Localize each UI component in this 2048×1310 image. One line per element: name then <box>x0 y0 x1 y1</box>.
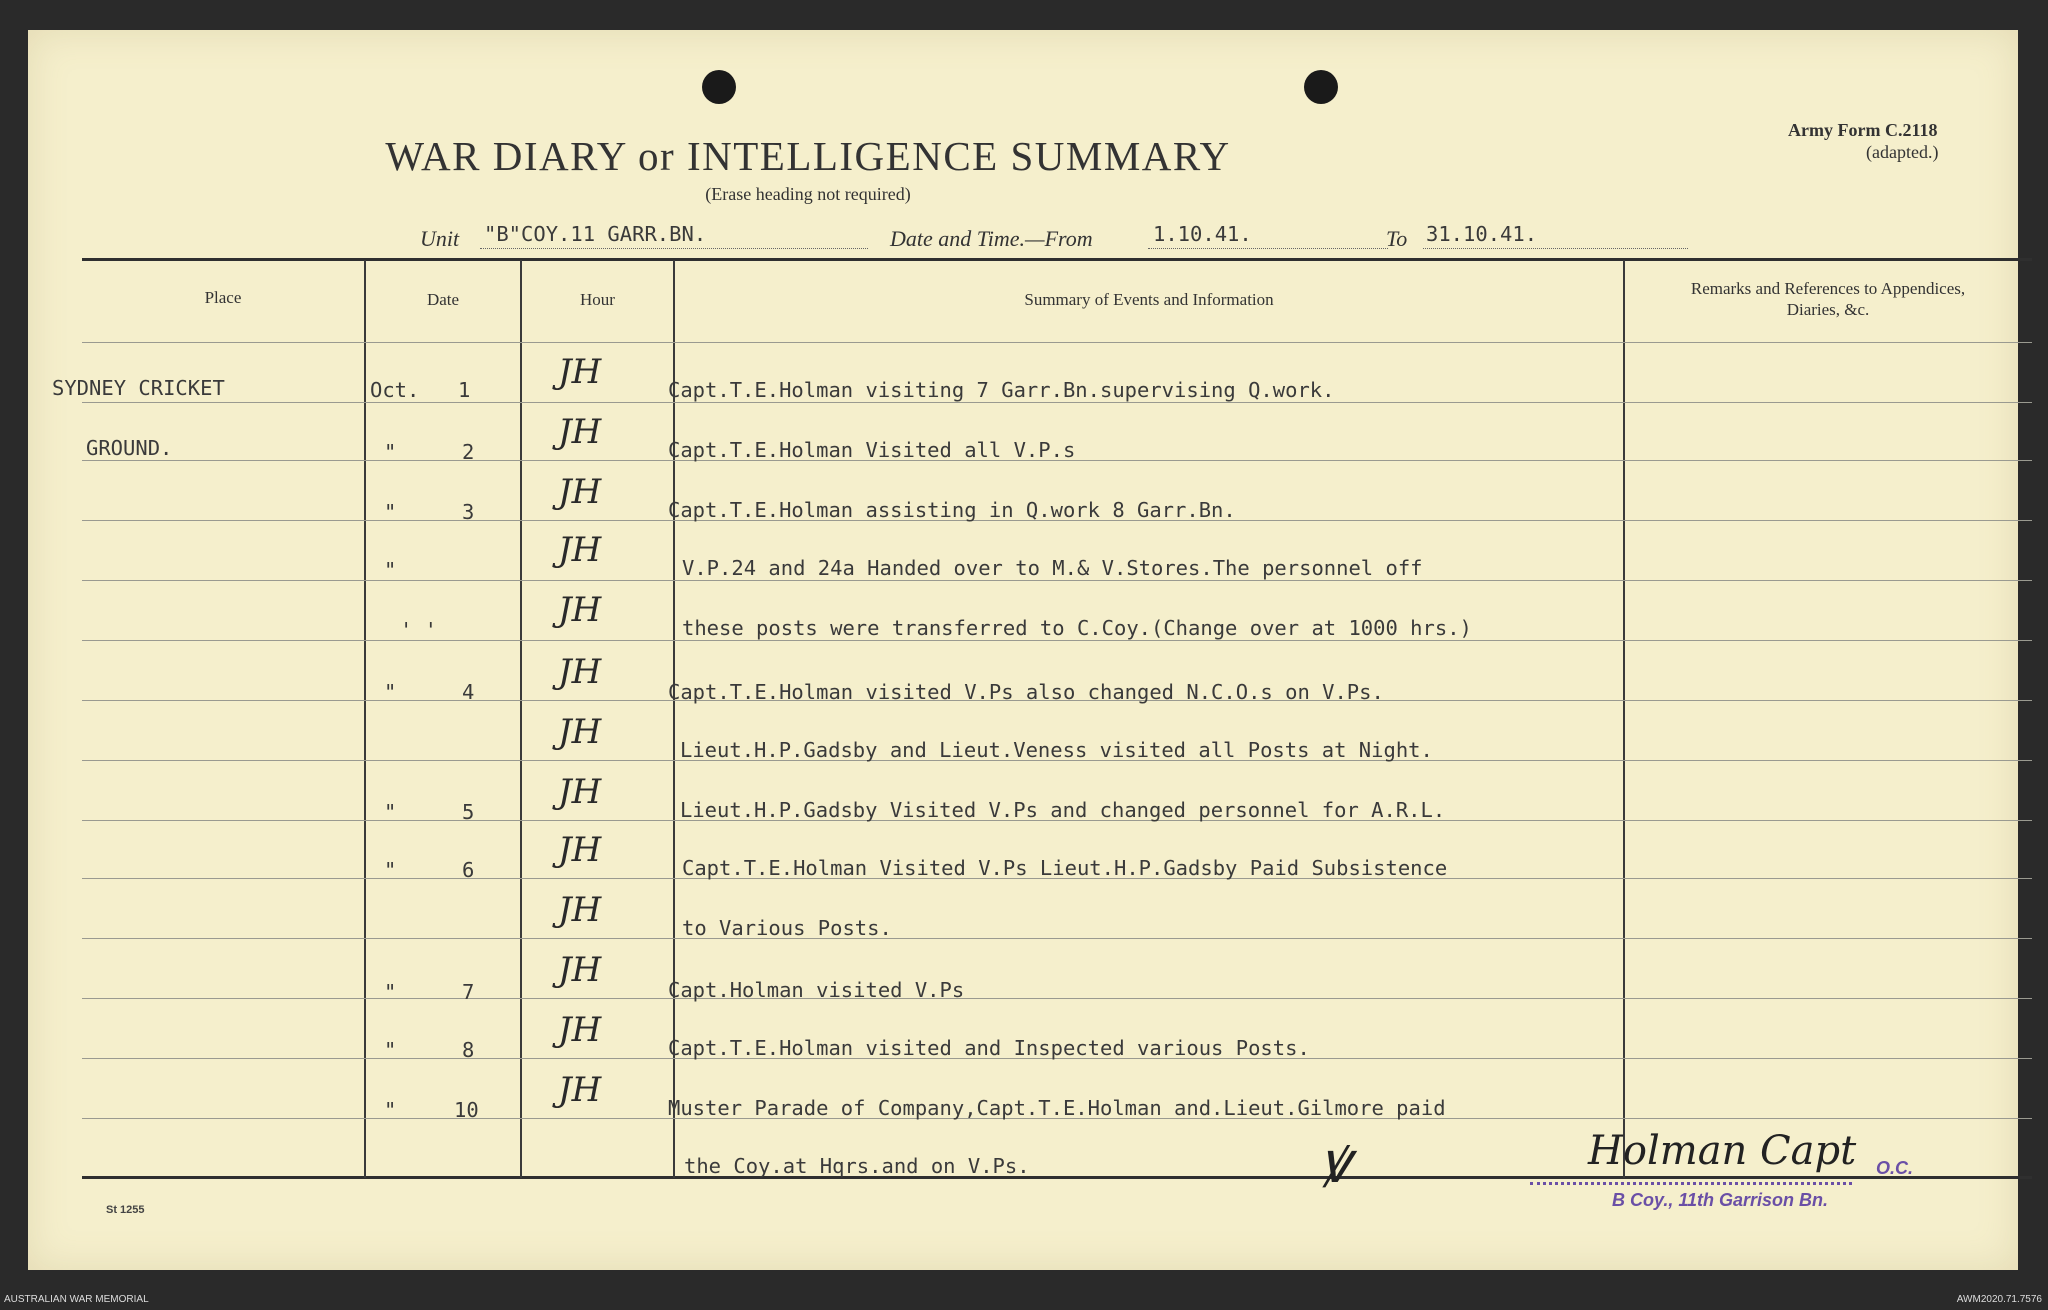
footer-left: AUSTRALIAN WAR MEMORIAL <box>4 1294 149 1305</box>
margin-signature-mark: ꝟ <box>1320 1128 1350 1196</box>
punch-hole-left <box>702 70 736 104</box>
place-line-1: SYDNEY CRICKET <box>52 376 225 400</box>
ruled-line <box>82 640 2032 641</box>
hour-initials: JH <box>558 1070 602 1110</box>
col-header-remarks: Remarks and References to Appendices, Diaries, &c. <box>1690 279 1966 319</box>
from-underline <box>1148 248 1388 249</box>
row-summary: Capt.T.E.Holman visited and Inspected various Posts. <box>668 1036 1310 1060</box>
row-date-mark: " <box>384 558 397 582</box>
row-summary: Lieut.H.P.Gadsby Visited V.Ps and changed personnel for A.R.L. <box>680 798 1446 822</box>
punch-hole-right <box>1304 70 1338 104</box>
table-top-rule <box>82 258 2032 261</box>
row-summary: Capt.T.E.Holman visited V.Ps also changed N.C.O.s on V.Ps. <box>668 680 1384 704</box>
to-underline <box>1423 248 1688 249</box>
signature-suffix: O.C. <box>1876 1158 1914 1178</box>
stamp-rule <box>1530 1182 1852 1185</box>
date-label: Date and Time.—From <box>890 226 1093 251</box>
row-summary: Capt.T.E.Holman assisting in Q.work 8 Garr.Bn. <box>668 498 1236 522</box>
col-divider-date <box>520 260 522 1178</box>
hour-initials: JH <box>558 590 602 630</box>
row-summary: Lieut.H.P.Gadsby and Lieut.Veness visited all Posts at Night. <box>680 738 1433 762</box>
diary-page <box>28 30 2018 1270</box>
to-label: To <box>1386 226 1408 251</box>
row-summary: the Coy.at Hqrs.and on V.Ps. <box>684 1154 1030 1178</box>
row-day: 6 <box>462 858 475 882</box>
col-divider-place <box>364 260 366 1178</box>
row-summary: these posts were transferred to C.Coy.(Change over at 1000 hrs.) <box>682 616 1472 640</box>
ruled-line <box>82 998 2032 999</box>
row-date-mark: " <box>384 440 397 464</box>
to-value: 31.10.41. <box>1426 222 1538 246</box>
unit-label: Unit <box>420 226 460 251</box>
row-day: 2 <box>462 440 475 464</box>
row-date-mark: Oct. <box>370 378 420 402</box>
row-summary: Capt.T.E.Holman Visited all V.P.s <box>668 438 1076 462</box>
row-day: 8 <box>462 1038 475 1062</box>
row-day: 4 <box>462 680 475 704</box>
table-bottom-rule <box>82 1176 2032 1179</box>
row-day: 7 <box>462 980 475 1004</box>
hour-initials: JH <box>558 950 602 990</box>
hour-initials: JH <box>558 1010 602 1050</box>
row-day: 10 <box>454 1098 479 1122</box>
col-header-place: Place <box>204 288 242 307</box>
page-title: WAR DIARY or INTELLIGENCE SUMMARY <box>385 133 1231 179</box>
hour-initials: JH <box>558 772 602 812</box>
place-line-2: GROUND. <box>86 436 173 460</box>
form-number: Army Form C.2118 <box>1788 120 1938 140</box>
from-value: 1.10.41. <box>1153 222 1252 246</box>
hour-initials: JH <box>558 890 602 930</box>
form-code: St 1255 <box>106 1204 145 1216</box>
row-summary: Capt.T.E.Holman Visited V.Ps Lieut.H.P.Gadsby Paid Subsistence <box>682 856 1448 880</box>
row-date-mark: " <box>384 680 397 704</box>
row-day: 1 <box>458 378 471 402</box>
ruled-line <box>82 938 2032 939</box>
row-date-mark: " <box>384 858 397 882</box>
hour-initials: JH <box>558 652 602 692</box>
signature: Holman Capt <box>1588 1128 1857 1174</box>
row-summary: V.P.24 and 24a Handed over to M.& V.Stores.The personnel off <box>682 556 1423 580</box>
row-day: 5 <box>462 800 475 824</box>
hour-initials: JH <box>558 472 602 512</box>
row-summary: to Various Posts. <box>682 916 892 940</box>
row-summary: Capt.T.E.Holman visiting 7 Garr.Bn.supervising Q.work. <box>668 378 1335 402</box>
ruled-line <box>82 342 2032 343</box>
page-subtitle: (Erase heading not required) <box>705 184 911 204</box>
unit-stamp: B Coy., 11th Garrison Bn. <box>1612 1190 1829 1210</box>
row-date-mark: " <box>384 1038 397 1062</box>
row-date-mark: " <box>384 800 397 824</box>
unit-underline <box>480 248 868 249</box>
row-date-mark: ' ' <box>400 618 438 642</box>
hour-initials: JH <box>558 412 602 452</box>
hour-initials: JH <box>558 352 602 392</box>
row-date-mark: " <box>384 1098 397 1122</box>
hour-initials: JH <box>558 830 602 870</box>
hour-initials: JH <box>558 712 602 752</box>
ruled-line <box>82 402 2032 403</box>
row-summary: Capt.Holman visited V.Ps <box>668 978 965 1002</box>
ruled-line <box>82 580 2032 581</box>
col-header-hour: Hour <box>580 290 615 309</box>
row-day: 3 <box>462 500 475 524</box>
row-date-mark: " <box>384 500 397 524</box>
col-header-summary: Summary of Events and Information <box>1024 290 1274 309</box>
row-date-mark: " <box>384 980 397 1004</box>
footer-right: AWM2020.71.7576 <box>1956 1294 2042 1305</box>
hour-initials: JH <box>558 530 602 570</box>
form-note: (adapted.) <box>1866 142 1939 162</box>
col-divider-summary <box>1623 260 1625 1178</box>
unit-value: "B"COY.11 GARR.BN. <box>484 222 707 246</box>
col-header-date: Date <box>426 290 460 309</box>
row-summary: Muster Parade of Company,Capt.T.E.Holman and.Lieut.Gilmore paid <box>668 1096 1446 1120</box>
